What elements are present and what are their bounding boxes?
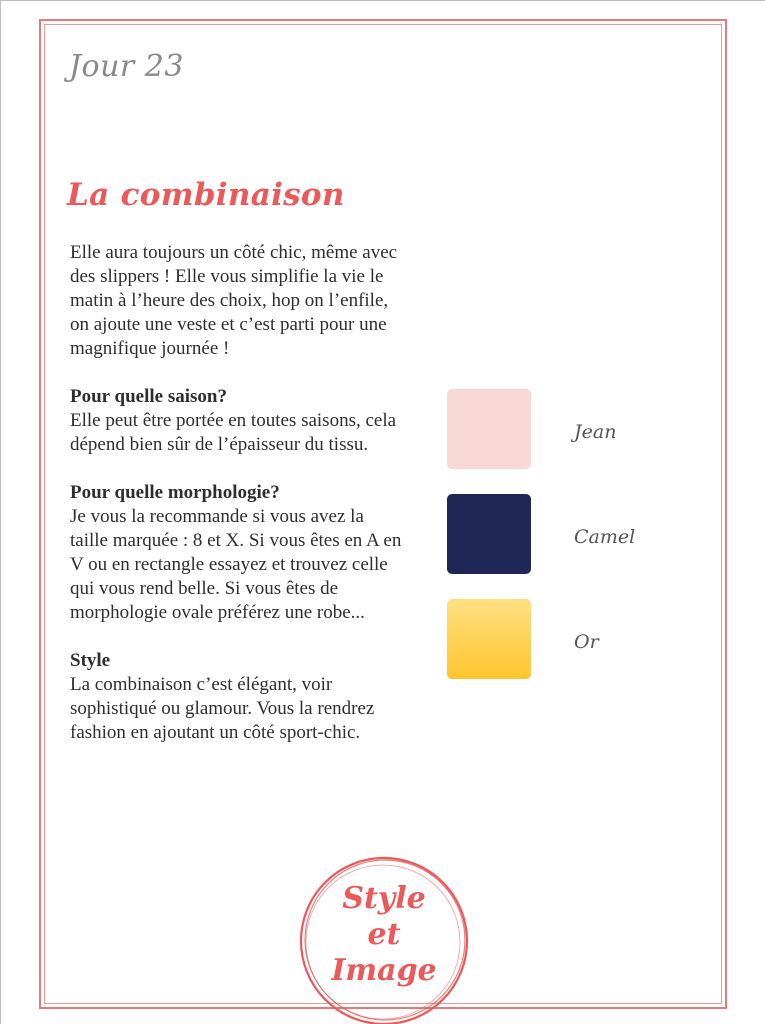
section-heading: Pour quelle saison? — [70, 386, 227, 407]
color-swatch-camel — [447, 494, 531, 574]
section-morphologie — [70, 481, 405, 625]
swatch-label-jean: Jean — [574, 421, 617, 443]
swatch-label-or: Or — [574, 631, 599, 653]
article-body — [70, 241, 405, 769]
logo-line-et: et — [367, 917, 401, 952]
day-label: Jour 23 — [69, 49, 184, 84]
section-saison — [70, 385, 405, 457]
color-swatch-or — [447, 599, 531, 679]
logo-line-style: Style — [342, 881, 426, 916]
section-heading: Style — [70, 650, 111, 671]
section-body: Je vous la recommande si vous avez la taille marquée : 8 et X. Si vous êtes en A en V ou en rectangle essayez et trouvez celle qui vous rend belle. Si vous êtes de morphologie ovale préférez une robe... — [70, 506, 402, 623]
intro-paragraph: Elle aura toujours un côté chic, même avec des slippers ! Elle vous simplifie la vie le matin à l’heure des choix, hop on l’enfile, on ajoute une veste et c’est parti pour une magnifique journée ! — [70, 242, 398, 359]
logo-line-image: Image — [331, 953, 437, 988]
section-style — [70, 649, 405, 745]
swatch-label-camel: Camel — [574, 526, 636, 548]
page-title: La combinaison — [67, 177, 345, 213]
color-swatch-jean — [447, 389, 531, 469]
section-heading: Pour quelle morphologie? — [70, 482, 280, 503]
section-body: La combinaison c’est élégant, voir sophistiqué ou glamour. Vous la rendrez fashion en ajoutant un côté sport-chic. — [70, 674, 375, 743]
section-body: Elle peut être portée en toutes saisons, cela dépend bien sûr de l’épaisseur du tissu. — [70, 410, 397, 455]
style-et-image-logo — [298, 855, 470, 1024]
